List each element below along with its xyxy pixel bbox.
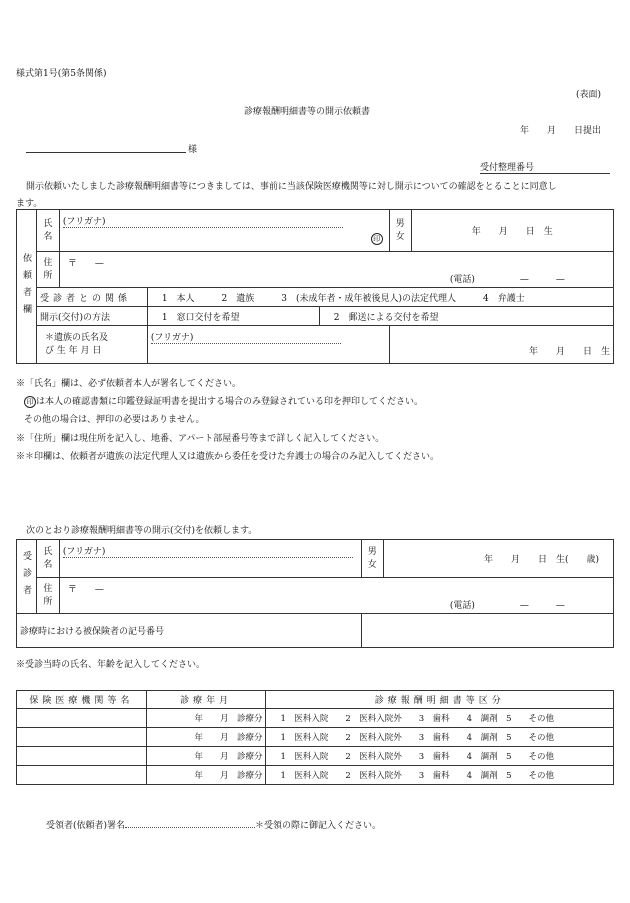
relation-options[interactable] — [147, 288, 613, 307]
requester-address-label-1: 住 — [43, 257, 53, 268]
requester-furigana: (フリガナ) — [63, 214, 343, 228]
requester-sex[interactable] — [389, 210, 411, 252]
records-table — [16, 690, 614, 785]
patient-intro: 次のとおり診療報酬明細書等の開示(交付)を依頼します。 — [26, 526, 258, 536]
seal-icon: 印 — [371, 233, 383, 245]
category-cell[interactable]: 1 医科入院 2 医科入院外 3 歯科 4 調剤 5 その他 — [266, 766, 614, 785]
patient-phone-label: (電話) — [449, 601, 475, 611]
note-address: ※「住所」欄は現住所を記入し、地番、アパート部屋番号等まで詳しく記入してください。 — [16, 434, 385, 444]
note-seal — [24, 394, 423, 408]
institution-cell[interactable] — [17, 728, 147, 747]
signature-note: ＊受領の際に御記入ください。 — [255, 821, 382, 831]
insured-number-field[interactable] — [361, 614, 613, 648]
requester-birth-field[interactable] — [411, 210, 613, 252]
signature-label: 受領者(依頼者)署名 — [46, 821, 126, 831]
category-cell[interactable]: 1 医科入院 2 医科入院外 3 歯科 4 調剤 5 その他 — [266, 728, 614, 747]
requester-phone-dashes: — — — [519, 275, 565, 285]
bereaved-label — [36, 326, 147, 364]
relation-label: 受診者との関係 — [36, 288, 147, 307]
header-month: 診療年月 — [146, 691, 266, 709]
signature-field[interactable] — [125, 818, 255, 828]
patient-address-label — [36, 578, 59, 614]
patient-name-label — [36, 540, 59, 578]
requester-section-label: 依頼者欄 — [17, 210, 37, 364]
month-cell[interactable]: 年 月 診療分 — [146, 728, 266, 747]
requester-address-label — [36, 252, 59, 288]
requester-sex-female: 女 — [395, 231, 405, 242]
requester-sex-male: 男 — [395, 218, 405, 229]
bereaved-birth-field[interactable] — [389, 326, 613, 364]
addressee-line[interactable] — [26, 142, 186, 153]
requester-table — [16, 209, 614, 364]
month-cell[interactable]: 年 月 診療分 — [146, 709, 266, 728]
requester-address-label-2: 所 — [43, 270, 53, 281]
addressee-suffix: 様 — [188, 145, 198, 155]
relation-options-text: 1 本人 2 遺族 3 (未成年者・成年被後見人)の法定代理人 4 弁護士 — [161, 293, 525, 304]
requester-postal: 〒 — — [67, 259, 104, 269]
table-row — [17, 766, 614, 785]
bereaved-name-field[interactable] — [147, 326, 389, 364]
header-institution: 保険医療機関等名 — [17, 691, 147, 709]
month-cell[interactable]: 年 月 診療分 — [146, 766, 266, 785]
table-row — [17, 747, 614, 766]
method-option-2: 2 郵送による交付を希望 — [333, 312, 439, 323]
page-title: 診療報酬明細書等の開示依頼書 — [244, 107, 371, 117]
patient-sex-male: 男 — [367, 546, 377, 557]
category-cell[interactable]: 1 医科入院 2 医科入院外 3 歯科 4 調剤 5 その他 — [266, 747, 614, 766]
requester-birth: 年 月 日 生 — [471, 227, 553, 237]
method-label: 開示(交付)の方法 — [36, 307, 147, 326]
patient-note: ※受診当時の氏名、年齢を記入してください。 — [16, 660, 206, 670]
seal-mark-icon: 印 — [24, 396, 36, 408]
receipt-number-label: 受付整理番号 — [480, 163, 535, 173]
note-no-seal: その他の場合は、押印の必要はありません。 — [24, 415, 205, 425]
patient-sex-female: 女 — [367, 559, 377, 570]
patient-phone-dashes: — — — [519, 601, 565, 611]
patient-postal: 〒 — — [67, 585, 104, 595]
table-row — [17, 709, 614, 728]
patient-address-label-2: 所 — [43, 596, 53, 607]
patient-address-label-1: 住 — [43, 583, 53, 594]
bereaved-label-2: び 生 年 月 日 — [44, 345, 102, 356]
bereaved-furigana: (フリガナ) — [151, 330, 341, 344]
form-number: 様式第1号(第5条関係) — [16, 69, 107, 79]
method-option-mail[interactable] — [319, 307, 613, 326]
patient-name-label-1: 氏 — [43, 546, 53, 557]
patient-furigana: (フリガナ) — [63, 544, 353, 558]
insured-number-label: 診療時における被保険者の記号番号 — [17, 614, 362, 648]
patient-birth-field[interactable] — [383, 540, 613, 578]
patient-table — [16, 539, 614, 648]
patient-birth: 年 月 日 生( 歳) — [483, 555, 599, 565]
patient-name-label-2: 名 — [43, 559, 53, 570]
institution-cell[interactable] — [17, 709, 147, 728]
requester-name-label — [36, 210, 59, 252]
receipt-number[interactable] — [480, 160, 610, 174]
month-cell[interactable]: 年 月 診療分 — [146, 747, 266, 766]
institution-cell[interactable] — [17, 766, 147, 785]
patient-sex[interactable] — [361, 540, 383, 578]
category-cell[interactable]: 1 医科入院 2 医科入院外 3 歯科 4 調剤 5 その他 — [266, 709, 614, 728]
requester-name-label-1: 氏 — [43, 218, 53, 229]
signature-line — [46, 818, 381, 831]
submission-date: 年 月 日提出 — [520, 126, 602, 136]
note-signature: ※「氏名」欄は、必ず依頼者本人が署名してください。 — [16, 379, 242, 389]
patient-section-label: 受診者 — [17, 540, 37, 614]
note-bereaved: ※＊印欄は、依頼者が遺族の法定代理人又は遺族から委任を受けた弁護士の場合のみ記入してください。 — [16, 452, 440, 462]
method-option-counter[interactable] — [147, 307, 319, 326]
requester-phone-label: (電話) — [449, 275, 475, 285]
requester-name-label-2: 名 — [43, 231, 53, 242]
bereaved-birth: 年 月 日 生 — [528, 347, 610, 357]
bereaved-label-1: ＊遺族の氏名及 — [44, 332, 108, 343]
intro-line-1: 開示依頼いたしました診療報酬明細書等につきましては、事前に当該保険医療機関等に対し開示についての確認をとることに同意し — [26, 182, 557, 192]
side-label: (表面) — [576, 90, 602, 100]
patient-address-field[interactable] — [59, 578, 613, 614]
requester-address-field[interactable] — [59, 252, 613, 288]
header-category: 診療報酬明細書等区分 — [266, 691, 614, 709]
table-row — [17, 728, 614, 747]
requester-name-field[interactable] — [59, 210, 389, 252]
intro-line-2: ます。 — [16, 199, 43, 209]
patient-name-field[interactable] — [59, 540, 361, 578]
note-seal-text: は本人の確認書類に印鑑登録証明書を提出する場合のみ登録されている印を押印してください。 — [36, 397, 424, 407]
method-option-1: 1 窓口交付を希望 — [161, 312, 240, 323]
institution-cell[interactable] — [17, 747, 147, 766]
